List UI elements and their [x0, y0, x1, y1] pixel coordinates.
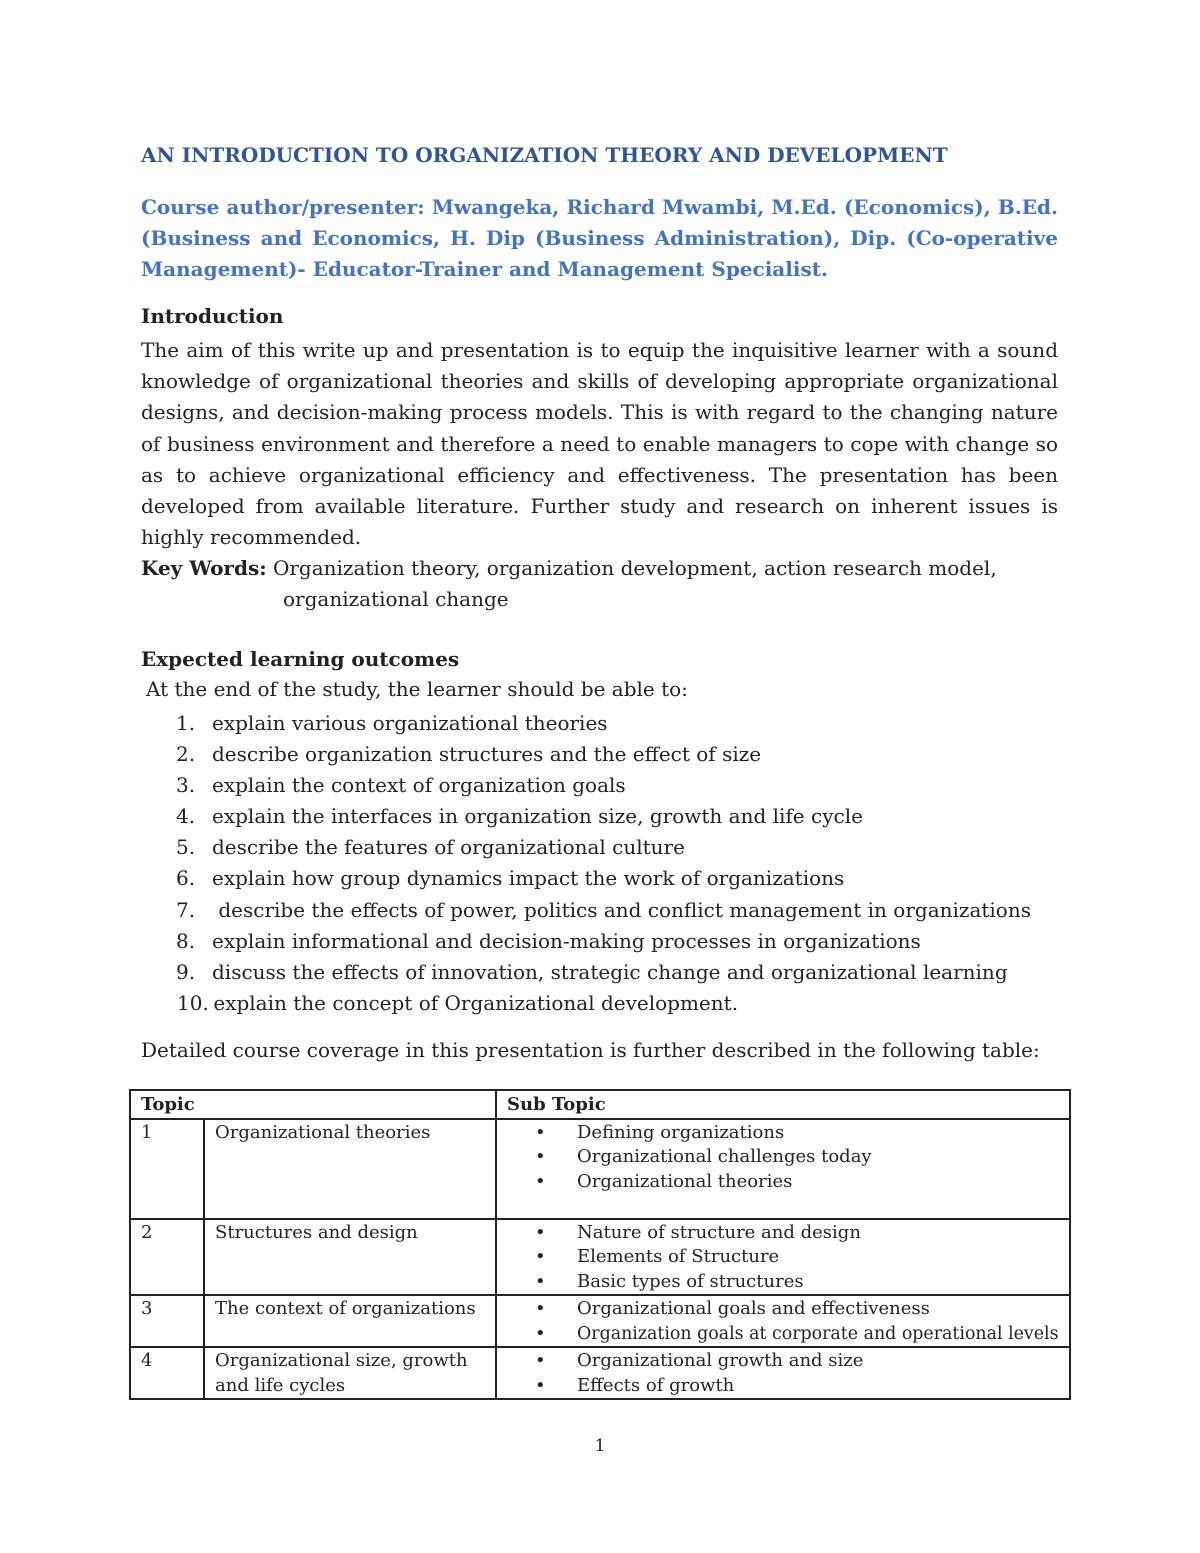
outcomes-list	[141, 708, 1031, 1019]
sub-topic-text: Organizational theories	[577, 1170, 793, 1192]
list-item	[507, 1145, 1059, 1170]
list-text: explain the interfaces in organization size, growth and life cycle	[212, 804, 863, 829]
list-text: explain informational and decision-making processes in organizations	[212, 928, 921, 953]
list-item	[141, 832, 1031, 863]
bullet-icon: •	[535, 1170, 546, 1192]
list-text: describe the features of organizational culture	[212, 835, 685, 860]
list-text: explain various organizational theories	[212, 711, 608, 735]
topic-name: Organizational size, growth and life cycles	[204, 1347, 496, 1399]
bullet-icon: •	[535, 1121, 546, 1143]
sub-topic-text: Effects of growth	[577, 1374, 735, 1396]
bullet-icon: •	[535, 1270, 546, 1292]
list-item	[507, 1221, 1059, 1246]
sub-topic-text: Basic types of structures	[577, 1270, 804, 1292]
key-words-label: Key Words:	[141, 556, 267, 580]
bullet-icon: •	[535, 1221, 546, 1243]
list-item	[507, 1270, 1059, 1295]
list-number: 9.	[176, 959, 196, 984]
list-item	[507, 1374, 1059, 1399]
list-text: discuss the effects of innovation, strategic change and organizational learning	[212, 959, 1008, 984]
list-number: 2.	[176, 742, 196, 767]
list-number: 8.	[176, 928, 196, 953]
sub-topic-text: Organizational goals and effectiveness	[577, 1298, 930, 1319]
topic-name: The context of organizations	[204, 1295, 496, 1347]
list-item	[141, 988, 1031, 1019]
list-item	[507, 1297, 1059, 1322]
page-number: 1	[594, 1436, 606, 1456]
document-title: AN INTRODUCTION TO ORGANIZATION THEORY AND DEVELOPMENT	[141, 143, 948, 167]
sub-topics	[496, 1219, 1070, 1296]
table-row	[130, 1119, 1070, 1219]
coverage-table	[129, 1089, 1071, 1400]
list-item	[507, 1170, 1059, 1195]
list-text: explain the concept of Organizational development.	[207, 990, 739, 1015]
header-sub-topic: Sub Topic	[496, 1090, 1070, 1119]
table-row	[130, 1347, 1070, 1399]
topic-number: 1	[130, 1119, 204, 1219]
list-item	[507, 1322, 1059, 1347]
header-topic: Topic	[130, 1090, 496, 1119]
sub-topic-text: Organizational challenges today	[577, 1146, 872, 1167]
key-words-line-1: Organization theory, organization development, action research model,	[272, 556, 997, 580]
list-number: 10.	[177, 990, 209, 1015]
list-number: 7.	[176, 897, 196, 922]
sub-topic-text: Elements of Structure	[577, 1246, 780, 1267]
list-text: explain the context of organization goals	[212, 773, 626, 798]
table-header-row	[130, 1090, 1070, 1119]
sub-topics	[496, 1119, 1070, 1219]
bullet-icon: •	[535, 1350, 546, 1371]
topic-number: 2	[130, 1219, 204, 1296]
sub-topic-text: Organization goals at corporate and operational levels	[577, 1323, 1059, 1344]
key-words-line-2: organizational change	[283, 587, 509, 611]
list-text: describe organization structures and the effect of size	[212, 742, 762, 767]
author-line: Course author/presenter: Mwangeka, Richard Mwambi, M.Ed. (Economics), B.Ed. (Business and Economics, H. Dip (Business Administration), Dip. (Co-operative Management)- Educator-Trainer and Management Specialist.	[141, 195, 1058, 281]
sub-topics	[496, 1347, 1070, 1399]
list-number: 5.	[176, 835, 196, 860]
introduction-heading: Introduction	[141, 304, 284, 328]
sub-topic-text: Organizational growth and size	[577, 1350, 864, 1371]
introduction-body: The aim of this write up and presentation is to equip the inquisitive learner with a sound knowledge of organizational theories and skills of developing appropriate organizational designs, and decision-making process models. This is with regard to the changing nature of business environment and therefore a need to enable managers to cope with change so as to achieve organizational efficiency and effectiveness. The presentation has been developed from available literature. Further study and research on inherent issues is highly recommended.	[141, 338, 1058, 550]
list-text: describe the effects of power, politics and conflict management in organizations	[212, 897, 1031, 922]
bullet-icon: •	[535, 1374, 546, 1396]
table-lead: Detailed course coverage in this presentation is further described in the following table:	[141, 1038, 1040, 1062]
list-item	[141, 926, 1031, 957]
key-words	[141, 553, 1058, 615]
list-item	[141, 708, 1031, 739]
list-item	[141, 895, 1031, 926]
list-text: explain how group dynamics impact the work of organizations	[212, 866, 845, 891]
sub-topic-text: Defining organizations	[577, 1121, 785, 1143]
topic-name: Organizational theories	[204, 1119, 496, 1219]
list-item	[141, 957, 1031, 988]
topic-number: 3	[130, 1295, 204, 1347]
list-number: 1.	[176, 711, 196, 735]
topic-name: Structures and design	[204, 1219, 496, 1296]
sub-topics	[496, 1295, 1070, 1347]
list-item	[141, 801, 1031, 832]
list-item	[507, 1245, 1059, 1270]
table-row	[130, 1219, 1070, 1296]
bullet-icon: •	[535, 1298, 546, 1319]
list-item	[141, 770, 1031, 801]
list-number: 4.	[176, 804, 196, 829]
table-row	[130, 1295, 1070, 1347]
list-item	[507, 1121, 1059, 1146]
outcomes-lead: At the end of the study, the learner should be able to:	[146, 677, 688, 701]
bullet-icon: •	[535, 1246, 546, 1267]
bullet-icon: •	[535, 1146, 546, 1167]
list-number: 6.	[176, 866, 196, 891]
list-item	[141, 739, 1031, 770]
list-item	[507, 1349, 1059, 1374]
bullet-icon: •	[535, 1322, 546, 1344]
sub-topic-text: Nature of structure and design	[577, 1221, 861, 1243]
list-item	[141, 863, 1031, 894]
list-number: 3.	[176, 773, 196, 798]
topic-number: 4	[130, 1347, 204, 1399]
outcomes-heading: Expected learning outcomes	[141, 647, 460, 671]
